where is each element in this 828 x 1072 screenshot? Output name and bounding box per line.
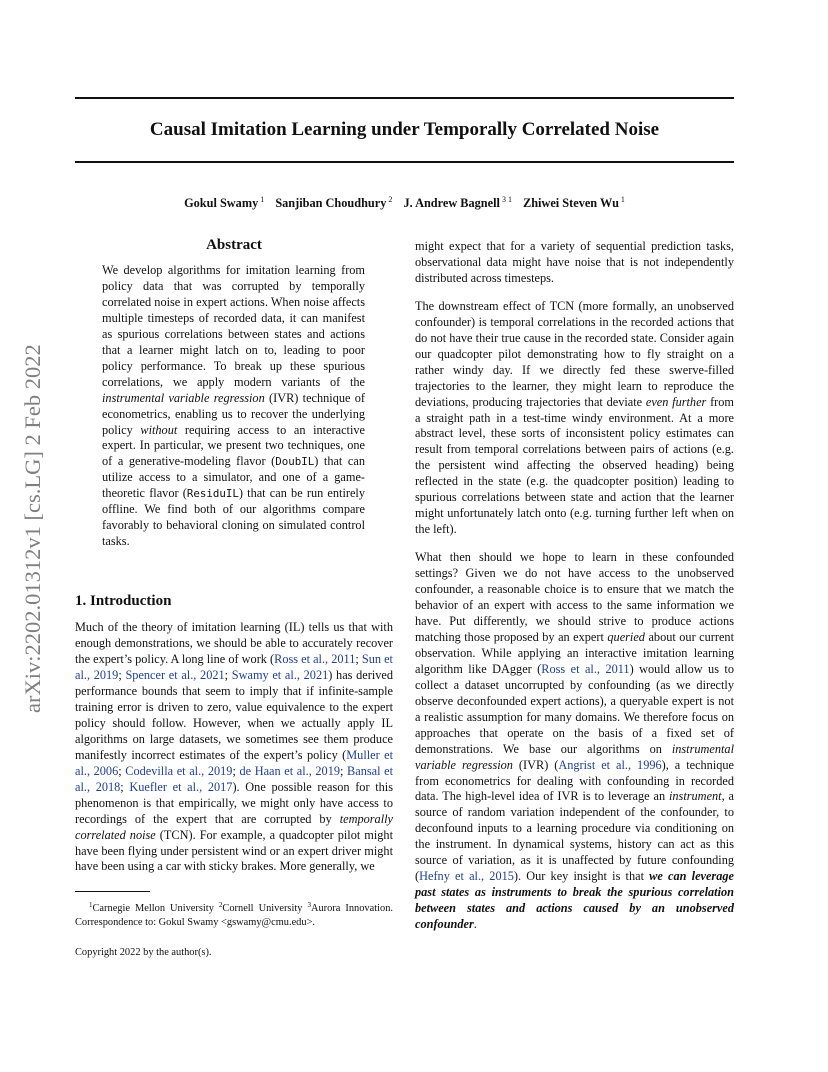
emphasis: without <box>140 422 178 437</box>
left-column <box>75 234 393 960</box>
method-name-residuil: ResiduIL <box>186 487 239 501</box>
author-affiliation: 1 <box>260 195 265 204</box>
emphasis: temporally correlated noise <box>75 811 393 842</box>
text-run: ) would allow us to collect a dataset uncorrupted by confounding (as we directly observe deconfounded expert actions), a queryable expert is not a realistic assumption for many domains. We therefore focus on approaches that operate on the basis of a fixed set of demonstrations. We base our algorithms on <box>415 661 734 756</box>
separator: ; <box>340 763 348 778</box>
citation-link[interactable]: Ross et al., 2011 <box>274 652 356 667</box>
text-run: ) that can be run entirely offline. We find both of our algorithms compare favorably to behavioral cloning on simulated control tasks. <box>102 486 365 549</box>
citation-link[interactable]: de Haan et al., 2019 <box>239 763 340 778</box>
emphasis: even further <box>645 394 707 409</box>
emphasis: instrument <box>668 789 722 804</box>
text-run: Much of the theory of imitation learning (IL) tells us that with enough demonstrations, we should be able to accurately recover the expert’s policy. A long line of work ( <box>75 620 393 667</box>
text-run: ). One possible reason for this phenomenon is that empirically, we might only have access to recordings of the expert that are corrupted by <box>75 779 393 826</box>
intro-paragraph <box>75 620 393 875</box>
footnote-rule <box>75 891 150 892</box>
separator: ; <box>355 652 362 667</box>
author-name: Gokul Swamy <box>184 196 259 210</box>
section-heading-introduction: 1. Introduction <box>75 593 172 610</box>
separator: ; <box>224 668 232 683</box>
footnote-marker: 3 <box>307 901 311 910</box>
text-run: (IVR) technique of econometrics, enabling us to recover the underlying policy <box>102 390 365 437</box>
text-run: from a straight path in a test-time windy environment. At a more abstract level, these sorts of inconsistent policy estimates can result from temporal correlations between pairs of actions (e.g. the persistent wind affecting the observed heading) being reflected in the state (e.g. the quadcopter position) leading to spurious correlations between state and action that the learner might unfortunately latch onto (e.g. turning further left when on the left). <box>415 394 734 537</box>
author <box>523 196 625 210</box>
text-run: about our current observation. While applying an interactive imitation learning algorithm like DAgger ( <box>415 629 734 676</box>
citation-link[interactable]: Angrist et al., 1996 <box>558 757 662 772</box>
text-run: Aurora Innovation. Correspondence to: Gokul Swamy <gswamy@cmu.edu>. <box>75 903 393 929</box>
text-run: ), a technique from econometrics for dealing with confounding in recorded data. The high-level idea of IVR is to leverage an <box>415 757 734 804</box>
author <box>403 196 511 210</box>
body-paragraph: might expect that for a variety of sequential prediction tasks, observational data might have noise that is not independently distributed across timesteps. <box>415 239 734 285</box>
body-paragraph <box>415 550 734 933</box>
author-name: Sanjiban Choudhury <box>275 196 387 210</box>
text-run: ) that can utilize access to a simulator, and one of a game-theoretic flavor ( <box>102 454 365 501</box>
author-list <box>75 187 734 216</box>
author-affiliation: 2 <box>388 195 393 204</box>
separator: ; <box>118 668 126 683</box>
affiliations-footnote <box>75 898 393 930</box>
separator: ; <box>232 763 240 778</box>
abstract-text <box>102 263 365 550</box>
separator: ; <box>120 779 130 794</box>
text-run: , a source of random variation independent of the confounder, to deconfound inputs to a learning procedure via conditioning on the instrument. In dynamical systems, history can act as this source of variation, as it is unaffected by future confounding ( <box>415 789 735 884</box>
arxiv-identifier: arXiv:2202.01312v1 [cs.LG] 2 Feb 2022 <box>20 344 45 714</box>
method-name-doubil: DoubIL <box>275 455 315 469</box>
citation-link[interactable]: Codevilla et al., 2019 <box>125 763 233 778</box>
author <box>184 196 264 210</box>
author-affiliation: 3 1 <box>501 195 512 204</box>
citation-link[interactable]: Hefny et al., 2015 <box>419 869 514 884</box>
citation-link[interactable]: Spencer et al., 2021 <box>125 668 225 683</box>
citation-link[interactable]: Muller et al., 2006 <box>75 747 394 778</box>
right-column <box>415 239 734 945</box>
text-run: requiring access to an interactive expert. In particular, we present two techniques, one of a generative-modeling flavor ( <box>102 422 365 469</box>
key-insight: we can leverage past states as instruments to break the spurious correlation between states and actions caused by an unobserved confounder <box>415 869 734 932</box>
citation-link[interactable]: Sun et al., 2019 <box>75 652 393 683</box>
citation-link[interactable]: Ross et al., 2011 <box>541 661 630 676</box>
text-run: (IVR) ( <box>512 757 559 772</box>
author-affiliation: 1 <box>620 195 625 204</box>
text-run: (TCN). For example, a quadcopter pilot might have been flying under persistent wind or an expert driver might have been using a car with sticky brakes. More generally, we <box>75 827 393 874</box>
emphasis: instrumental variable regression <box>102 390 265 405</box>
citation-link[interactable]: Swamy et al., 2021 <box>231 668 329 683</box>
author <box>275 196 392 210</box>
author-name: Zhiwei Steven Wu <box>523 196 619 210</box>
text-run: ) has derived performance bounds that seem to imply that if infinite-sample training error is driven to zero, value equivalence to the expert policy should follow. However, when we actually apply IL algorithms on large datasets, we sometimes see them produce manifestly incorrect estimates of the expert’s policy ( <box>75 668 394 762</box>
text-run: The downstream effect of TCN (more formally, an unobserved confounder) is temporal correlations in the recorded actions that do not have their true cause in the recorded state. Consider again our quadcopter pilot demonstrating how to fly straight on a rather windy day. If we directly fed these swerve-filled trajectories to the learner, they might learn to reproduce the deviations, producing trajectories that deviate <box>415 298 734 409</box>
separator: ; <box>118 763 126 778</box>
text-run: ). Our key insight is that <box>513 869 650 884</box>
text-run: . <box>473 917 477 932</box>
title-bottom-rule <box>75 161 734 163</box>
copyright-notice: Copyright 2022 by the author(s). <box>75 947 212 959</box>
title-top-rule <box>75 97 734 99</box>
text-run: Carnegie Mellon University <box>92 903 219 915</box>
body-paragraph <box>415 299 734 538</box>
paper-title: Causal Imitation Learning under Temporally Correlated Noise <box>149 119 660 140</box>
text-run: Cornell University <box>222 903 308 915</box>
emphasis: instrumental variable regression <box>415 741 734 772</box>
citation-link[interactable]: Bansal et al., 2018 <box>75 763 394 794</box>
emphasis: queried <box>607 629 645 644</box>
text-run: We develop algorithms for imitation learning from policy data that was corrupted by temporally correlated noise in expert actions. When noise affects multiple timesteps of recorded data, it can manifest as spurious correlations between states and actions that a learner might latch on to, leading to poor policy performance. To break up these spurious correlations, we apply modern variants of the <box>102 263 365 389</box>
footnote-marker: 2 <box>218 901 223 910</box>
text-run: What then should we hope to learn in these confounded settings? Given we do not have access to the unobserved confounder, a reasonable choice is to ensure that we match the behavior of an expert with access to the same information we have. Put differently, we should strive to produce actions matching those proposed by an expert <box>415 550 734 644</box>
abstract-heading: Abstract <box>206 237 262 253</box>
footnote-marker: 1 <box>89 901 93 910</box>
citation-link[interactable]: Kuefler et al., 2017 <box>129 779 233 794</box>
author-name: J. Andrew Bagnell <box>403 196 500 210</box>
